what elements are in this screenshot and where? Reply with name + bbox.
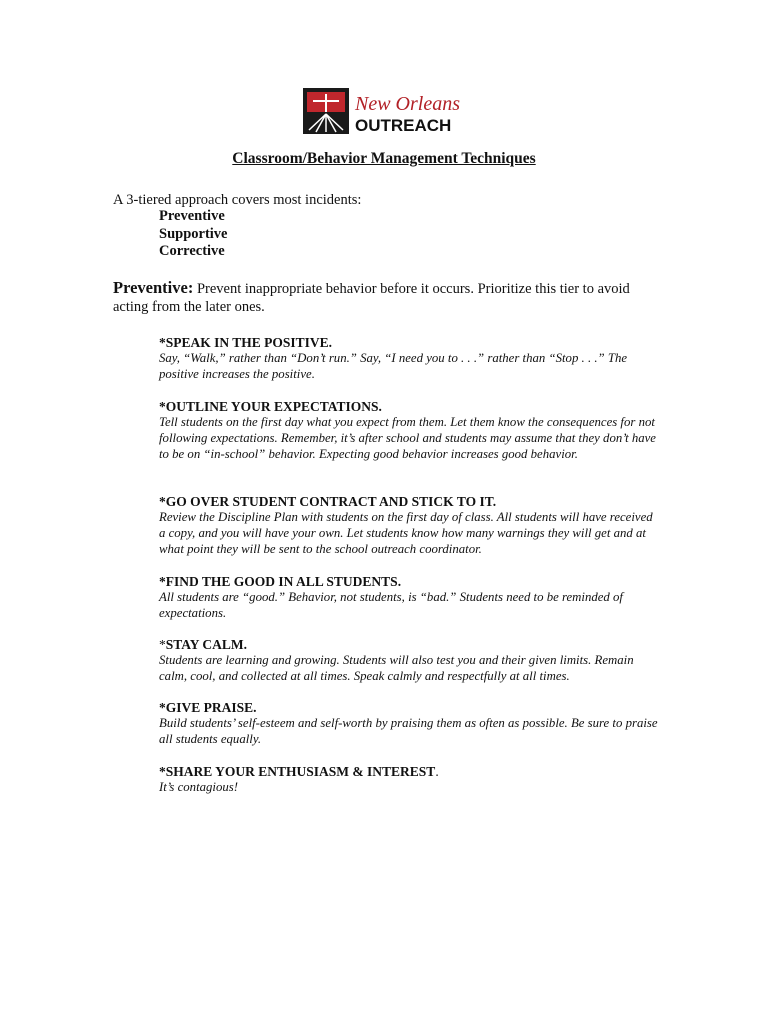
tip-body: Build students’ self-esteem and self-worth by praising them as often as possible. Be sure to praise all students equally. xyxy=(159,716,658,746)
document-title: Classroom/Behavior Management Techniques xyxy=(232,150,536,167)
tip-stay-calm xyxy=(159,636,659,685)
tier-corrective: Corrective xyxy=(159,243,225,259)
intro-text: A 3-tiered approach covers most incidents: xyxy=(113,192,362,208)
tip-body: Review the Discipline Plan with students on the first day of class. All students will have received a copy, and you will have your own. Let students know how many warnings they will get and at what point they will be sent to the school outreach coordinator. xyxy=(159,510,653,556)
tip-body: Say, “Walk,” rather than “Don’t run.” Say, “I need you to . . .” rather than “Stop . . .” The positive increases the positive. xyxy=(159,351,628,381)
tip-find-good xyxy=(159,573,659,622)
new-orleans-outreach-logo xyxy=(303,88,469,136)
tip-heading: *GO OVER STUDENT CONTRACT AND STICK TO IT. xyxy=(159,494,497,509)
tip-outline-expectations xyxy=(159,398,659,462)
preventive-paragraph xyxy=(113,279,643,316)
svg-text:OUTREACH: OUTREACH xyxy=(355,116,452,135)
preventive-text: Prevent inappropriate behavior before it occurs. Prioritize this tier to avoid acting from the later ones. xyxy=(113,281,630,315)
preventive-heading: Preventive: xyxy=(113,278,194,297)
tip-heading: *GIVE PRAISE. xyxy=(159,700,257,715)
tip-heading: *FIND THE GOOD IN ALL STUDENTS. xyxy=(159,574,402,589)
tier-supportive: Supportive xyxy=(159,226,228,242)
tip-student-contract xyxy=(159,493,659,557)
tip-speak-positive xyxy=(159,334,659,383)
tip-body: Tell students on the first day what you expect from them. Let them know the consequences for not following expectations. Remember, it’s after school and students may assume that they don’t have to be on “in-school” behavior. Expecting good behavior increases good behavior. xyxy=(159,415,656,461)
tier-preventive: Preventive xyxy=(159,208,225,224)
tip-body: All students are “good.” Behavior, not students, is “bad.” Students need to be reminded of expectations. xyxy=(159,590,623,620)
tip-heading: *STAY CALM. xyxy=(159,637,248,652)
tip-heading: *SPEAK IN THE POSITIVE. xyxy=(159,335,333,350)
logo-mark-icon xyxy=(303,88,469,136)
tip-heading: *SHARE YOUR ENTHUSIASM & INTEREST. xyxy=(159,764,439,779)
tip-heading: *OUTLINE YOUR EXPECTATIONS. xyxy=(159,399,382,414)
svg-text:New Orleans: New Orleans xyxy=(355,93,460,115)
tip-give-praise xyxy=(159,699,659,748)
tip-body: Students are learning and growing. Students will also test you and their given limits. Remain calm, cool, and collected at all times. Speak calmly and respectfully at all times. xyxy=(159,653,634,683)
tip-share-enthusiasm xyxy=(159,763,659,796)
tip-body: It’s contagious! xyxy=(159,780,239,794)
